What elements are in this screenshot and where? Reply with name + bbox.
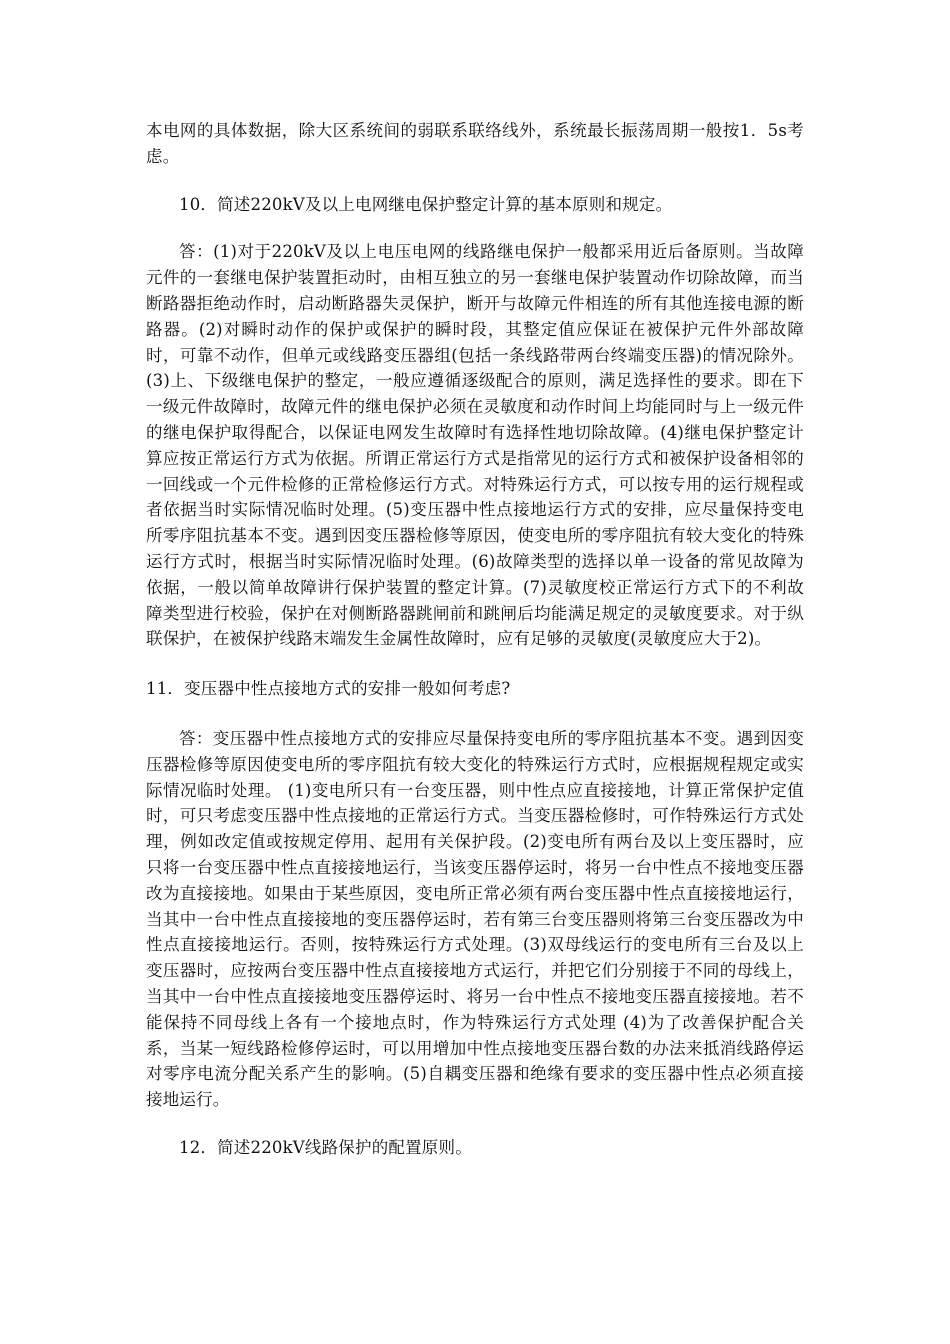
spacer [146,702,804,726]
question-11: 11．变压器中性点接地方式的安排一般如何考虑? [146,679,511,699]
spacer [146,1113,804,1135]
spacer [146,652,804,676]
answer-11: 答：变压器中性点接地方式的安排应尽量保持变电所的零序阻抗基本不变。遇到因变压器检修等原因使变电所的零序阻抗有较大变化的特殊运行方式时，应根据规程规定或实际情况临时处理。 (1)变电所只有一台变压器，则中性点应直接接地，计算正常保护定值时，可只考虑变压器中性点接地的正常运行方式。当变压器检修时，可作特殊运行方式处理，例如改定值或按规定停用、起用有关保护段。(2)变电所有两台及以上变压器时，应只将一台变压器中性点直接接地运行，当该变压器停运时，将另一台中性点不接地变压器改为直接接地。如果由于某些原因，变电所正常必须有两台变压器中性点直接接地运行，当其中一台中性点直接接地的变压器停运时，若有第三台变压器则将第三台变压器改为中性点直接接地运行。否则，按特殊运行方式处理。(3)双母线运行的变电所有三台及以上变压器时，应按两台变压器中性点直接接地方式运行，并把它们分别接于不同的母线上，当其中一台中性点直接接地变压器停运时、将另一台中性点不接地变压器直接接地。若不能保持不同母线上各有一个接地点时，作为特殊运行方式处理 (4)为了改善保护配合关系，当某一短线路检修停运时，可以用增加中性点接地变压器台数的办法来抵消线路停运对零序电流分配关系产生的影响。(5)自耦变压器和绝缘有要求的变压器中性点必须直接接地运行。 [146,728,804,1110]
document-page [146,118,804,1161]
question-12: 12．简述220kV线路保护的配置原则。 [179,1137,472,1157]
spacer [146,170,804,192]
question-10: 10．简述220kV及以上电网继电保护整定计算的基本原则和规定。 [179,194,673,214]
spacer [146,217,804,239]
intro-paragraph: 本电网的具体数据，除大区系统间的弱联系联络线外，系统最长振荡周期一般按1．5s考虑。 [146,121,804,166]
answer-10: 答：(1)对于220kV及以上电压电网的线路继电保护一般都采用近后备原则。当故障元件的一套继电保护装置拒动时，由相互独立的另一套继电保护装置动作切除故障，而当断路器拒绝动作时，启动断路器失灵保护，断开与故障元件相连的所有其他连接电源的断路器。(2)对瞬时动作的保护或保护的瞬时段，其整定值应保证在被保护元件外部故障时，可靠不动作，但单元或线路变压器组(包括一条线路带两台终端变压器)的情况除外。(3)上、下级继电保护的整定，一般应遵循逐级配合的原则，满足选择性的要求。即在下一级元件故障时，故障元件的继电保护必须在灵敏度和动作时间上均能同时与上一级元件的继电保护取得配合，以保证电网发生故障时有选择性地切除故障。(4)继电保护整定计算应按正常运行方式为依据。所谓正常运行方式是指常见的运行方式和被保护设备相邻的一回线或一个元件检修的正常检修运行方式。对特殊运行方式，可以按专用的运行规程或者依据当时实际情况临时处理。(5)变压器中性点接地运行方式的安排，应尽量保持变电所零序阻抗基本不变。遇到因变压器检修等原因，使变电所的零序阻抗有较大变化的特殊运行方式时，根据当时实际情况临时处理。(6)故障类型的选择以单一设备的常见故障为依据，一般以简单故障讲行保护装置的整定计算。(7)灵敏度校正常运行方式下的不利故障类型进行校验，保护在对侧断路器跳闸前和跳闸后均能满足规定的灵敏度要求。对于纵联保护，在被保护线路末端发生金属性故障时，应有足够的灵敏度(灵敏度应大于2)。 [146,242,804,649]
